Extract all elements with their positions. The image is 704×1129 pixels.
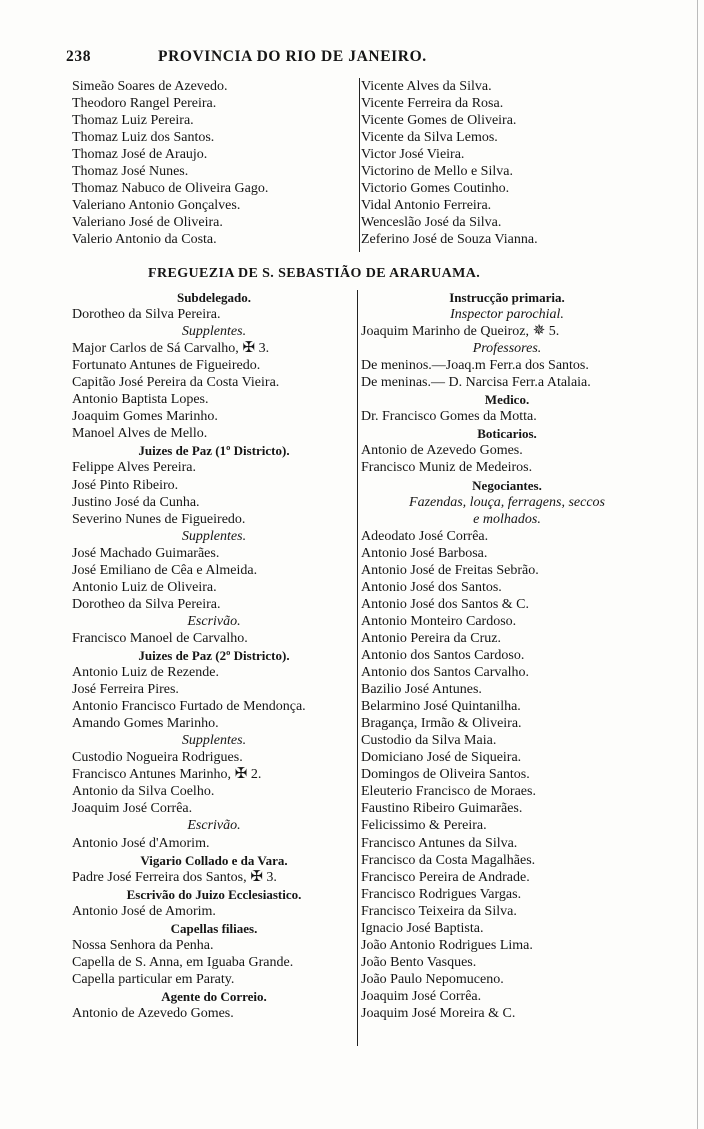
- list-item: Thomaz José Nunes.: [72, 164, 189, 180]
- list-item: [361, 937, 653, 954]
- list-item: [72, 425, 356, 442]
- list-item: [361, 647, 653, 664]
- entry-text: Custodio Nogueira Rodrigues.: [72, 750, 243, 766]
- list-item: [361, 579, 653, 596]
- entry-text: Fortunato Antunes de Figueiredo.: [72, 358, 261, 374]
- entry-text: Felicissimo & Pereira.: [361, 818, 487, 834]
- entry-suffix: 3.: [255, 341, 270, 357]
- entry-text: Eleuterio Francisco de Moraes.: [361, 784, 536, 800]
- list-item: [72, 783, 356, 800]
- entry-text: José Ferreira Pires.: [72, 682, 179, 698]
- list-item: [361, 698, 653, 715]
- right-column: [361, 289, 653, 1022]
- list-item: [72, 749, 356, 766]
- list-item: [72, 459, 356, 476]
- order-cross-icon: ✠: [231, 766, 248, 783]
- list-item: [361, 920, 653, 937]
- entry-text: Padre José Ferreira dos Santos,: [72, 869, 247, 885]
- list-item: Vicente Ferreira da Rosa.: [361, 96, 504, 112]
- list-item: [361, 732, 653, 749]
- list-item: [361, 408, 653, 425]
- entry-text: Adeodato José Corrêa.: [361, 528, 489, 544]
- entry-text: Joaquim José Corrêa.: [72, 801, 193, 817]
- list-item: [361, 903, 653, 920]
- list-item: Valerio Antonio da Costa.: [72, 232, 217, 248]
- entry-text: Supplentes.: [181, 528, 247, 544]
- running-title: PROVINCIA DO RIO DE JANEIRO.: [158, 48, 427, 65]
- page-edge-rule: [697, 0, 698, 1129]
- role-heading: [361, 340, 653, 357]
- list-item: [361, 374, 653, 391]
- section-title: FREGUEZIA DE S. SEBASTIÃO DE ARARUAMA.: [148, 266, 481, 281]
- entry-text: De meninos.—Joaq.m Ferr.a dos Santos.: [361, 358, 589, 374]
- list-item: [72, 869, 356, 886]
- list-item: [72, 715, 356, 732]
- entry-text: Antonio de Azevedo Gomes.: [361, 443, 523, 459]
- section-heading: [72, 289, 356, 306]
- entry-text: João Paulo Nepomuceno.: [361, 971, 504, 987]
- list-item: [361, 715, 653, 732]
- entry-text: Bragança, Irmão & Oliveira.: [361, 716, 522, 732]
- list-item: [72, 630, 356, 647]
- section-heading: [361, 477, 653, 494]
- entry-text: José Pinto Ribeiro.: [72, 477, 179, 493]
- top-left-column: [72, 78, 352, 248]
- list-item: Thomaz Nabuco de Oliveira Gago.: [72, 181, 269, 197]
- entry-text: Francisco Manoel de Carvalho.: [72, 630, 248, 646]
- entry-text: De meninas.— D. Narcisa Ferr.a Atalaia.: [361, 375, 591, 391]
- section-heading: [72, 442, 356, 459]
- list-item: Thomaz Luiz dos Santos.: [72, 130, 215, 146]
- entry-suffix: 3.: [262, 869, 277, 885]
- entry-text: Joaquim Marinho de Queiroz,: [361, 324, 529, 340]
- entry-text: Escrivão.: [187, 613, 241, 629]
- list-item: [361, 357, 653, 374]
- section-heading: [72, 988, 356, 1005]
- entry-text: Instrucção primaria.: [449, 290, 565, 305]
- role-heading: [72, 817, 356, 834]
- list-item: [361, 766, 653, 783]
- entry-text: Supplentes.: [181, 733, 247, 749]
- list-item: [361, 800, 653, 817]
- entry-text: Antonio José de Amorim.: [72, 903, 216, 919]
- list-item: Thomaz Luiz Pereira.: [72, 113, 194, 129]
- role-heading: [361, 511, 653, 528]
- entry-text: Supplentes.: [181, 324, 247, 340]
- list-item: [72, 562, 356, 579]
- list-item: [72, 664, 356, 681]
- list-item: [72, 511, 356, 528]
- list-item: [361, 749, 653, 766]
- list-item: [72, 306, 356, 323]
- list-item: [72, 494, 356, 511]
- top-right-column: [361, 78, 691, 248]
- entry-text: Antonio José Barbosa.: [361, 545, 488, 561]
- list-item: [361, 442, 653, 459]
- list-item: [72, 835, 356, 852]
- entry-text: Custodio da Silva Maia.: [361, 733, 497, 749]
- order-cross-icon: ✵: [528, 323, 546, 340]
- entry-text: Antonio Pereira da Cruz.: [361, 630, 501, 646]
- list-item: [361, 562, 653, 579]
- list-item: [72, 408, 356, 425]
- entry-text: Manoel Alves de Mello.: [72, 426, 208, 442]
- entry-text: Joaquim José Corrêa.: [361, 988, 482, 1004]
- role-heading: [361, 306, 653, 323]
- entry-text: Inspector parochial.: [450, 307, 564, 323]
- list-item: [72, 1005, 356, 1022]
- entry-text: Escrivão do Juizo Ecclesiastico.: [126, 886, 302, 902]
- entry-text: Juizes de Paz (1º Districto).: [138, 443, 290, 459]
- entry-text: Agente do Correio.: [161, 988, 267, 1004]
- entry-text: Domiciano José de Siqueira.: [361, 750, 522, 766]
- entry-text: Antonio Monteiro Cardoso.: [361, 613, 517, 629]
- role-heading: [72, 323, 356, 340]
- entry-text: Nossa Senhora da Penha.: [72, 937, 214, 953]
- list-item: [361, 323, 653, 340]
- list-item: [361, 954, 653, 971]
- entry-text: Capellas filiaes.: [170, 920, 258, 936]
- entry-text: Antonio José de Freitas Sebrão.: [361, 562, 539, 578]
- entry-text: Severino Nunes de Figueiredo.: [72, 511, 246, 527]
- entry-text: Juizes de Paz (2º Districto).: [138, 647, 290, 663]
- entry-text: Dorotheo da Silva Pereira.: [72, 307, 221, 323]
- entry-text: Francisco Pereira de Andrade.: [361, 869, 530, 885]
- entry-text: Negociantes.: [472, 477, 542, 493]
- entry-text: Francisco Teixeira da Silva.: [361, 903, 517, 919]
- list-item: [72, 954, 356, 971]
- list-item: Zeferino José de Souza Vianna.: [361, 232, 538, 248]
- entry-text: Dorotheo da Silva Pereira.: [72, 596, 221, 612]
- page-header: [66, 48, 566, 72]
- role-heading: [72, 732, 356, 749]
- entry-text: Vigario Collado e da Vara.: [140, 852, 288, 868]
- entry-text: Antonio Luiz de Rezende.: [72, 665, 219, 681]
- list-item: Vidal Antonio Ferreira.: [361, 198, 492, 214]
- entry-text: João Bento Vasques.: [361, 954, 477, 970]
- entry-text: Amando Gomes Marinho.: [72, 716, 219, 732]
- list-item: Vicente Alves da Silva.: [361, 79, 492, 94]
- role-heading: [72, 528, 356, 545]
- entry-text: Joaquim Gomes Marinho.: [72, 409, 218, 425]
- entry-text: Domingos de Oliveira Santos.: [361, 767, 530, 783]
- list-item: [361, 528, 653, 545]
- list-item: [72, 579, 356, 596]
- entry-text: Francisco Rodrigues Vargas.: [361, 886, 522, 902]
- entry-text: Justino José da Cunha.: [72, 494, 200, 510]
- entry-text: Medico.: [484, 392, 530, 408]
- entry-text: Felippe Alves Pereira.: [72, 460, 197, 476]
- list-item: [361, 630, 653, 647]
- order-cross-icon: ✠: [238, 340, 256, 357]
- list-item: [361, 886, 653, 903]
- list-item: Valeriano José de Oliveira.: [72, 215, 223, 231]
- role-heading: [361, 494, 653, 511]
- section-heading: [72, 852, 356, 869]
- section-heading: [72, 647, 356, 664]
- list-item: [361, 681, 653, 698]
- list-item: [72, 596, 356, 613]
- list-item: Theodoro Rangel Pereira.: [72, 96, 217, 112]
- list-item: [361, 869, 653, 886]
- entry-text: e molhados.: [473, 511, 541, 527]
- order-cross-icon: ✠: [246, 868, 263, 885]
- entry-suffix: 2.: [247, 767, 262, 783]
- list-item: Victor José Vieira.: [361, 147, 465, 163]
- list-item: [72, 340, 356, 357]
- list-item: [361, 613, 653, 630]
- entry-text: Subdelegado.: [176, 290, 252, 305]
- entry-text: Antonio Luiz de Oliveira.: [72, 579, 217, 595]
- section-heading: [361, 425, 653, 442]
- main-column-divider: [357, 290, 358, 1046]
- list-item: [72, 681, 356, 698]
- list-item: Wenceslão José da Silva.: [361, 215, 502, 231]
- list-item: Simeão Soares de Azevedo.: [72, 79, 228, 94]
- list-item: [72, 937, 356, 954]
- entry-text: Boticarios.: [477, 426, 537, 442]
- list-item: [361, 988, 653, 1005]
- entry-text: Professores.: [472, 341, 542, 357]
- list-item: [72, 903, 356, 920]
- list-item: Victorino de Mello e Silva.: [361, 164, 513, 180]
- list-item: [361, 835, 653, 852]
- entry-text: Escrivão.: [187, 818, 241, 834]
- entry-text: Capella particular em Paraty.: [72, 971, 235, 987]
- list-item: [361, 971, 653, 988]
- entry-text: José Emiliano de Cêa e Almeida.: [72, 562, 258, 578]
- page-number: 238: [66, 48, 92, 65]
- list-item: Thomaz José de Araujo.: [72, 147, 208, 163]
- entry-text: Fazendas, louça, ferragens, seccos: [409, 494, 605, 510]
- section-heading: [72, 886, 356, 903]
- list-item: [72, 357, 356, 374]
- entry-text: Francisco Antunes da Silva.: [361, 835, 518, 851]
- entry-text: Antonio dos Santos Cardoso.: [361, 647, 525, 663]
- list-item: [72, 971, 356, 988]
- list-item: [361, 852, 653, 869]
- entry-text: Antonio Baptista Lopes.: [72, 392, 209, 408]
- list-item: [72, 766, 356, 783]
- list-item: Vicente Gomes de Oliveira.: [361, 113, 517, 129]
- entry-text: Capitão José Pereira da Costa Vieira.: [72, 375, 280, 391]
- list-item: [72, 698, 356, 715]
- entry-text: Francisco da Costa Magalhães.: [361, 852, 536, 868]
- entry-text: Capella de S. Anna, em Iguaba Grande.: [72, 954, 294, 970]
- list-item: [72, 800, 356, 817]
- list-item: Valeriano Antonio Gonçalves.: [72, 198, 241, 214]
- entry-text: Antonio José d'Amorim.: [72, 835, 210, 851]
- entry-text: José Machado Guimarães.: [72, 545, 220, 561]
- entry-text: Francisco Muniz de Medeiros.: [361, 460, 533, 476]
- list-item: [361, 664, 653, 681]
- list-item: Victorio Gomes Coutinho.: [361, 181, 510, 197]
- section-heading: [361, 391, 653, 408]
- entry-text: Antonio dos Santos Carvalho.: [361, 665, 529, 681]
- entry-text: Joaquim José Moreira & C.: [361, 1005, 516, 1021]
- entry-text: Faustino Ribeiro Guimarães.: [361, 801, 523, 817]
- entry-text: Antonio José dos Santos & C.: [361, 596, 530, 612]
- list-item: [361, 545, 653, 562]
- entry-text: Dr. Francisco Gomes da Motta.: [361, 409, 537, 425]
- list-item: [361, 1005, 653, 1022]
- list-item: [361, 596, 653, 613]
- entry-text: Major Carlos de Sá Carvalho,: [72, 341, 239, 357]
- section-heading: [72, 920, 356, 937]
- entry-text: Bazilio José Antunes.: [361, 682, 482, 698]
- entry-suffix: 5.: [545, 324, 560, 340]
- entry-text: Antonio José dos Santos.: [361, 579, 502, 595]
- role-heading: [72, 613, 356, 630]
- list-item: [72, 477, 356, 494]
- top-column-divider: [359, 78, 360, 252]
- entry-text: Belarmino José Quintanilha.: [361, 699, 521, 715]
- entry-text: Ignacio José Baptista.: [361, 920, 484, 936]
- list-item: [72, 391, 356, 408]
- entry-text: Antonio Francisco Furtado de Mendonça.: [72, 699, 306, 715]
- list-item: [361, 817, 653, 834]
- list-item: Vicente da Silva Lemos.: [361, 130, 498, 146]
- list-item: [361, 459, 653, 476]
- entry-text: Antonio de Azevedo Gomes.: [72, 1005, 234, 1021]
- list-item: [72, 374, 356, 391]
- list-item: [72, 545, 356, 562]
- left-column: [72, 289, 356, 1022]
- entry-text: João Antonio Rodrigues Lima.: [361, 937, 533, 953]
- entry-text: Antonio da Silva Coelho.: [72, 784, 215, 800]
- list-item: [361, 783, 653, 800]
- entry-text: Francisco Antunes Marinho,: [72, 767, 232, 783]
- section-heading: [361, 289, 653, 306]
